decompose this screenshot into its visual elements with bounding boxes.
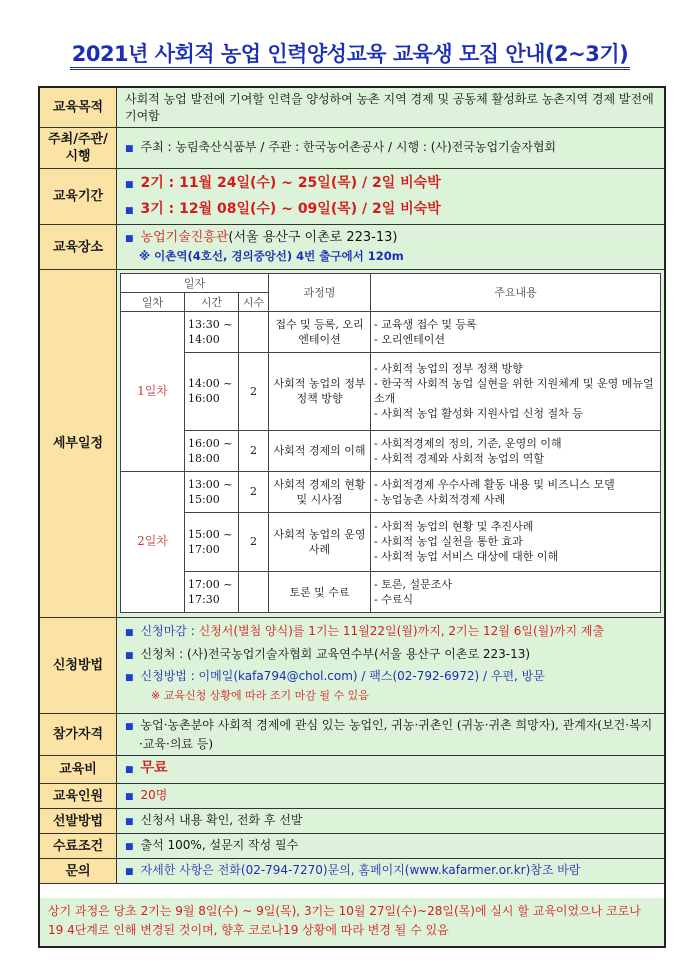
contact-value bbox=[117, 859, 664, 883]
time-cell: 15:00 ~ 17:00 bbox=[185, 512, 239, 571]
header-day: 일차 bbox=[121, 293, 185, 312]
venue-address: (서울 용산구 이촌로 223-13) bbox=[228, 230, 398, 245]
day-1: 1일차 bbox=[121, 312, 185, 472]
eligibility-value bbox=[117, 714, 664, 755]
label-capacity: 교육인원 bbox=[40, 784, 117, 808]
blue-square-bullet-icon: ■ bbox=[125, 791, 134, 802]
content-cell: - 사회적 농업의 정부 정책 방향 - 한국적 사회적 농업 실현을 위한 지원체계 및 운영 메뉴얼 소개 - 사회적 농업 활성화 지원사업 신청 절차 등 bbox=[371, 352, 661, 430]
course-cell: 사회적 경제의 현황 및 시사점 bbox=[269, 471, 371, 512]
blue-square-bullet-icon: ■ bbox=[125, 143, 134, 154]
row-apply bbox=[40, 618, 664, 714]
purpose-text: 사회적 농업 발전에 기여할 인력을 양성하여 농촌 지역 경제 및 공동체 활성화로 농촌지역 경제 발전에 기여함 bbox=[117, 88, 664, 127]
period-line-1: 2기 : 11월 24일(수) ~ 25일(목) / 2일 비숙박 bbox=[140, 174, 441, 191]
row-host bbox=[40, 128, 664, 169]
venue-name: 농업기술진흥관 bbox=[140, 230, 229, 245]
place-value bbox=[117, 225, 664, 269]
content-cell: - 사회적경제의 정의, 기준, 운영의 이해 - 사회적 경제와 사회적 농업의 역할 bbox=[371, 430, 661, 471]
label-host: 주최/주관/시행 bbox=[40, 128, 117, 168]
blue-square-bullet-icon: ■ bbox=[125, 765, 134, 775]
table-row bbox=[121, 352, 661, 430]
content-cell: - 교육생 접수 및 등록 - 오리엔테이션 bbox=[371, 312, 661, 353]
label-schedule: 세부일정 bbox=[40, 270, 117, 617]
row-selection bbox=[40, 809, 664, 834]
header-hours: 시수 bbox=[239, 293, 269, 312]
capacity-text: 20명 bbox=[140, 787, 168, 802]
deadline-text: 신청서(별첨 양식)를 1기는 11월22일(월)까지, 2기는 12월 6일(월)까지 제출 bbox=[198, 624, 605, 638]
table-row bbox=[121, 430, 661, 471]
row-capacity bbox=[40, 784, 664, 809]
blue-square-bullet-icon: ■ bbox=[125, 234, 134, 244]
capacity-value bbox=[117, 784, 664, 808]
blue-square-bullet-icon: ■ bbox=[125, 628, 134, 638]
selection-value bbox=[117, 809, 664, 833]
blue-square-bullet-icon: ■ bbox=[125, 816, 134, 827]
content-cell: - 토론, 설문조사 - 수료식 bbox=[371, 572, 661, 613]
course-cell: 사회적 농업의 정부 정책 방향 bbox=[269, 352, 371, 430]
fee-value bbox=[117, 756, 664, 783]
row-schedule bbox=[40, 270, 664, 618]
schedule-wrapper bbox=[117, 270, 664, 617]
table-row bbox=[121, 471, 661, 512]
time-cell: 14:00 ~ 16:00 bbox=[185, 352, 239, 430]
period-value bbox=[117, 169, 664, 224]
blue-square-bullet-icon: ■ bbox=[125, 673, 134, 683]
hours-cell: 2 bbox=[239, 352, 269, 430]
hours-cell: 2 bbox=[239, 430, 269, 471]
label-period: 교육기간 bbox=[40, 169, 117, 224]
blue-square-bullet-icon: ■ bbox=[125, 722, 134, 732]
course-cell: 사회적 농업의 운영 사례 bbox=[269, 512, 371, 571]
apply-value bbox=[117, 618, 664, 713]
course-cell: 접수 및 등록, 오리엔테이션 bbox=[269, 312, 371, 353]
place-note: ※ 이촌역(4호선, 경의중앙선) 4번 출구에서 120m bbox=[139, 249, 404, 263]
row-period bbox=[40, 169, 664, 225]
host-text: 주최 : 농림축산식품부 / 주관 : 한국농어촌공사 / 시행 : (사)전국농업기술자협회 bbox=[140, 139, 557, 154]
blue-square-bullet-icon: ■ bbox=[125, 866, 134, 877]
table-row bbox=[121, 512, 661, 571]
header-time: 시간 bbox=[185, 293, 239, 312]
row-purpose bbox=[40, 88, 664, 128]
blue-square-bullet-icon: ■ bbox=[125, 205, 134, 216]
label-apply: 신청방법 bbox=[40, 618, 117, 713]
row-fee bbox=[40, 756, 664, 784]
header-date: 일자 bbox=[121, 274, 269, 293]
label-place: 교육장소 bbox=[40, 225, 117, 269]
time-cell: 17:00 ~ 17:30 bbox=[185, 572, 239, 613]
table-row bbox=[121, 572, 661, 613]
course-cell: 사회적 경제의 이해 bbox=[269, 430, 371, 471]
day-2: 2일차 bbox=[121, 471, 185, 612]
course-cell: 토론 및 수료 bbox=[269, 572, 371, 613]
contact-text: 자세한 사항은 전화(02-794-7270)문의, 홈페이지(www.kafarmer.or.kr)참조 바람 bbox=[140, 862, 581, 877]
fee-text: 무료 bbox=[140, 760, 168, 776]
row-contact bbox=[40, 859, 664, 884]
row-eligibility bbox=[40, 714, 664, 756]
label-eligibility: 참가자격 bbox=[40, 714, 117, 755]
label-purpose: 교육목적 bbox=[40, 88, 117, 127]
hours-cell bbox=[239, 572, 269, 613]
completion-value bbox=[117, 834, 664, 858]
time-cell: 16:00 ~ 18:00 bbox=[185, 430, 239, 471]
hours-cell: 2 bbox=[239, 471, 269, 512]
schedule-table bbox=[120, 273, 661, 613]
hours-cell bbox=[239, 312, 269, 353]
header-course: 과정명 bbox=[269, 274, 371, 312]
row-place bbox=[40, 225, 664, 270]
blue-square-bullet-icon: ■ bbox=[125, 841, 134, 852]
host-value bbox=[117, 128, 664, 168]
period-line-2: 3기 : 12월 08일(수) ~ 09일(목) / 2일 비숙박 bbox=[140, 200, 441, 217]
blue-square-bullet-icon: ■ bbox=[125, 179, 134, 190]
time-cell: 13:30 ~ 14:00 bbox=[185, 312, 239, 353]
apply-note: ※ 교육신청 상황에 따라 조기 마감 될 수 있음 bbox=[151, 689, 369, 702]
content-cell: - 사회적경제 우수사례 활동 내용 및 비즈니스 모델 - 농업농촌 사회적경제 사례 bbox=[371, 471, 661, 512]
completion-text: 출석 100%, 설문지 작성 필수 bbox=[140, 837, 299, 852]
label-completion: 수료조건 bbox=[40, 834, 117, 858]
row-completion bbox=[40, 834, 664, 859]
time-cell: 13:00 ~ 15:00 bbox=[185, 471, 239, 512]
content-cell: - 사회적 농업의 현황 및 추진사례 - 사회적 농업 실천을 통한 효과 - 사회적 농업 서비스 대상에 대한 이해 bbox=[371, 512, 661, 571]
table-row bbox=[121, 312, 661, 353]
label-fee: 교육비 bbox=[40, 756, 117, 783]
apply-method: 신청방법 : 이메일(kafa794@chol.com) / 팩스(02-792-6972) / 우편, 방문 bbox=[140, 669, 545, 683]
selection-text: 신청서 내용 확인, 전화 후 선발 bbox=[140, 812, 303, 827]
page-title: 2021년 사회적 농업 인력양성교육 교육생 모집 안내(2~3기) bbox=[0, 38, 700, 68]
eligibility-text: 농업·농촌분야 사회적 경제에 관심 있는 농업인, 귀농·귀촌인 (귀농·귀촌 희망자), 관계자(보건·복지·교육·의료 등) bbox=[139, 718, 653, 751]
info-table bbox=[38, 86, 666, 948]
header-content: 주요내용 bbox=[371, 274, 661, 312]
deadline-label: 신청마감 : bbox=[140, 624, 199, 638]
label-selection: 선발방법 bbox=[40, 809, 117, 833]
blue-square-bullet-icon: ■ bbox=[125, 651, 134, 661]
footer-note: 상기 과정은 당초 2기는 9월 8일(수) ~ 9일(목), 3기는 10월 27일(수)~28일(목)에 실시 할 교육이었으나 코로나19 4단계로 인해 변경된 것이며, 향후 코로나19 상황에 따라 변경 될 수 있음 bbox=[40, 898, 664, 946]
label-contact: 문의 bbox=[40, 859, 117, 883]
apply-where: 신청처 : (사)전국농업기술자협회 교육연수부(서울 용산구 이촌로 223-13) bbox=[140, 647, 531, 661]
hours-cell: 2 bbox=[239, 512, 269, 571]
